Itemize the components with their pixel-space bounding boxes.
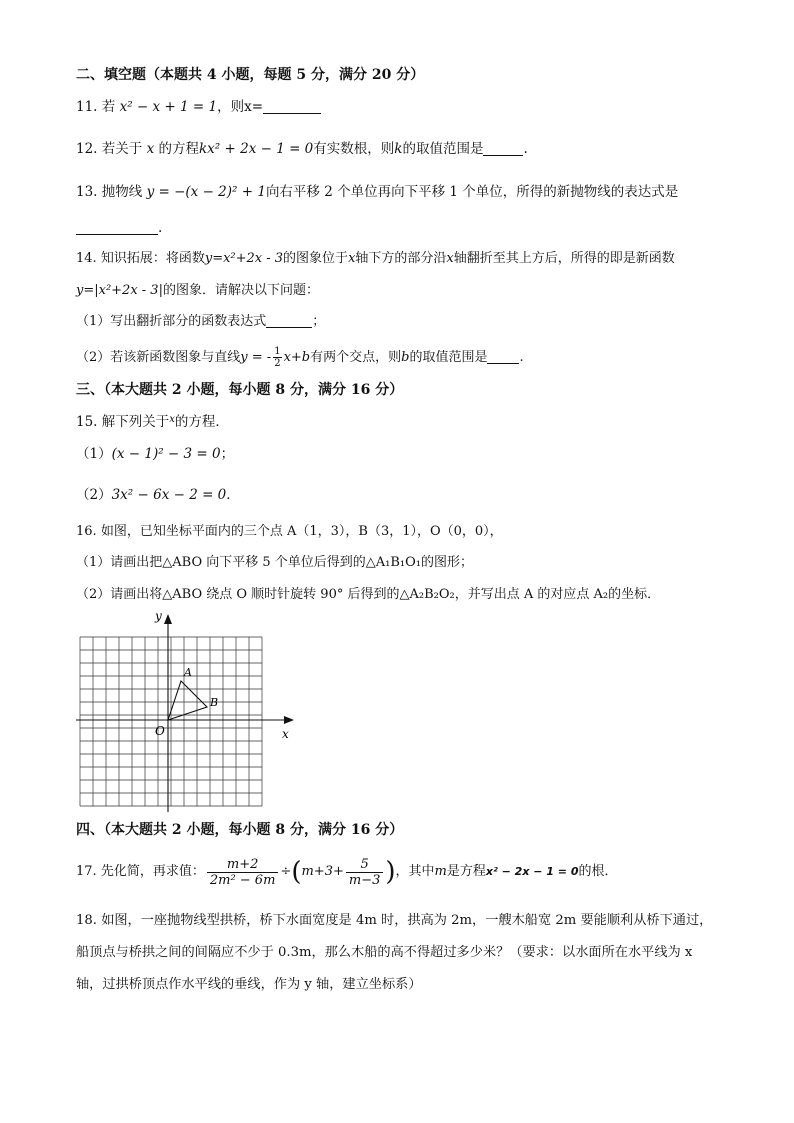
question-17 (76, 852, 618, 892)
question-text: 的取值范围是 (409, 350, 488, 365)
question-18-line-1 (76, 911, 712, 931)
grid-lines (80, 637, 262, 806)
question-number: 11. (76, 99, 98, 115)
question-text: 有实数根，则 (313, 141, 395, 157)
answer-blank (76, 220, 158, 235)
question-13 (76, 182, 678, 202)
fraction-numerator: 1 (274, 346, 281, 357)
question-number: 12. (76, 141, 98, 157)
question-text: 如图，一座抛物线型拱桥，桥下水面宽度是 4m 时，拱高为 2m，一艘木船宽 2m 要能顺利从桥下通过， (101, 913, 713, 928)
question-number: 17. (76, 864, 97, 879)
question-text: 的方程． (174, 414, 229, 430)
variable: m (434, 864, 447, 879)
division-sign: ÷ (280, 864, 292, 879)
triangle-abo (168, 681, 207, 720)
question-13-blank-line (76, 218, 162, 238)
question-number: 16. (76, 524, 97, 539)
question-15-sub-1 (76, 444, 234, 464)
punctuation: ． (226, 487, 240, 503)
y-axis-arrow-icon (164, 614, 172, 624)
question-text: 若关于 (101, 141, 143, 157)
y-axis-label: y (155, 612, 162, 623)
equation: 3x² − 6x − 2 = 0 (111, 487, 227, 503)
question-text: 有两个交点，则 (310, 350, 402, 365)
variable: x (446, 251, 454, 266)
punctuation: . (523, 141, 528, 157)
question-text: 向右平移 2 个单位再向下平移 1 个单位，所得的新抛物线的表达式是 (265, 184, 679, 200)
question-14-line-2 (76, 281, 319, 301)
fraction-denominator: 2m² − 6m (209, 872, 276, 888)
punctuation: . (158, 220, 163, 236)
question-text: 先化简，再求值： (100, 864, 205, 879)
question-15-sub-2 (76, 485, 240, 505)
question-14-sub-2 (76, 346, 524, 369)
question-18-line-2: 船顶点与桥拱之间的间隔应不少于 0.3m，那么木船的高不得超过多少米？（要求：以水面所在水平线为 x (76, 945, 693, 960)
fraction-denominator: m−3 (348, 872, 381, 888)
question-text: （1）写出翻折部分的函数表达式 (76, 314, 267, 329)
punctuation: ； (220, 446, 235, 462)
equation: y = - (240, 350, 272, 365)
question-number: 18. (76, 913, 97, 928)
fraction-denominator: 2 (274, 358, 281, 369)
question-text: 知识拓展：将函数 (100, 251, 205, 266)
question-text: （2）若该新函数图象与直线 (76, 350, 241, 365)
question-number: 14. (76, 251, 97, 266)
origin-label: O (155, 724, 165, 738)
question-text: 轴下方的部分沿 (355, 251, 447, 266)
answer-blank (483, 141, 523, 156)
fraction-numerator: m+2 (207, 857, 279, 873)
question-16-sub-2: （2）请画出将△ABO 绕点 O 顺时针旋转 90° 后得到的△A₂B₂O₂，并写出点 A 的对应点 A₂的坐标． (76, 587, 661, 602)
section-heading-fill-in: 二、填空题（本题共 4 小题，每题 5 分，满分 20 分） (76, 67, 425, 83)
sub-label: （1） (76, 446, 112, 462)
sub-label: （2） (76, 487, 112, 503)
variable: b (401, 350, 410, 365)
question-15 (76, 410, 229, 432)
question-number: 15. (76, 414, 98, 430)
question-text: 轴翻折至其上方后，所得的即是新函数 (453, 251, 675, 266)
variable: k (394, 141, 403, 157)
equation: x² − 2x − 1 = 0 (485, 865, 579, 878)
variable: x (146, 141, 155, 157)
fraction-2 (346, 857, 384, 888)
question-text: 若 (101, 99, 116, 115)
question-16 (76, 522, 503, 542)
coordinate-grid-figure (68, 612, 308, 814)
variable: x (348, 251, 356, 266)
variable: x (169, 414, 175, 425)
question-14-line-1 (76, 249, 675, 269)
equation: y=x²+2x - 3 (204, 251, 284, 266)
section-heading-4: 四、（本大题共 2 小题，每小题 8 分，满分 16 分） (76, 822, 404, 838)
question-text: 的取值范围是 (402, 141, 484, 157)
equation: x² − x + 1 = 1 (119, 99, 218, 115)
question-text: 的图象位于 (283, 251, 349, 266)
question-text: ，则x= (217, 99, 264, 115)
question-12 (76, 139, 528, 159)
fraction-1 (207, 857, 279, 888)
equation: kx² + 2x − 1 = 0 (199, 141, 314, 157)
equation: y=|x²+2x - 3| (76, 283, 163, 298)
question-text: 的图象．请解决以下问题： (162, 283, 319, 298)
question-14-sub-1 (76, 312, 325, 332)
answer-blank (487, 349, 519, 364)
x-axis-arrow-icon (284, 716, 294, 724)
point-a-label: A (184, 666, 192, 679)
equation: (x − 1)² − 3 = 0 (111, 446, 221, 462)
expression: m+3+ (301, 864, 344, 879)
question-text: 抛物线 (101, 184, 143, 200)
question-18-line-3: 轴，过拱桥顶点作水平线的垂线，作为 y 轴，建立坐标系） (76, 977, 422, 992)
fraction-numerator: 5 (346, 857, 384, 873)
question-text: 解下列关于 (101, 414, 170, 430)
section-heading-3: 三、（本大题共 2 小题，每小题 8 分，满分 16 分） (76, 382, 404, 398)
answer-blank (266, 313, 312, 328)
punctuation: . (519, 350, 524, 365)
question-text: 如图，已知坐标平面内的三个点 A（1，3），B（3，1），O（0，0）， (100, 524, 503, 539)
question-text: 的根． (578, 864, 618, 879)
left-paren: ( (291, 857, 302, 887)
equation: x+b (283, 350, 311, 365)
question-text: ，其中 (395, 864, 435, 879)
x-axis-label: x (282, 727, 289, 741)
question-16-sub-1: （1）请画出把△ABO 向下平移 5 个单位后得到的△A₁B₁O₁的图形； (76, 555, 474, 570)
question-number: 13. (76, 184, 98, 200)
punctuation: ； (312, 314, 326, 329)
answer-blank (263, 99, 321, 114)
right-paren: ) (385, 857, 396, 887)
equation: y = −(x − 2)² + 1 (146, 184, 266, 200)
fraction-one-half (273, 346, 281, 369)
question-11 (76, 97, 321, 117)
question-text: 是方程 (446, 864, 486, 879)
point-b-label: B (210, 696, 219, 709)
question-text: 的方程 (158, 141, 199, 157)
